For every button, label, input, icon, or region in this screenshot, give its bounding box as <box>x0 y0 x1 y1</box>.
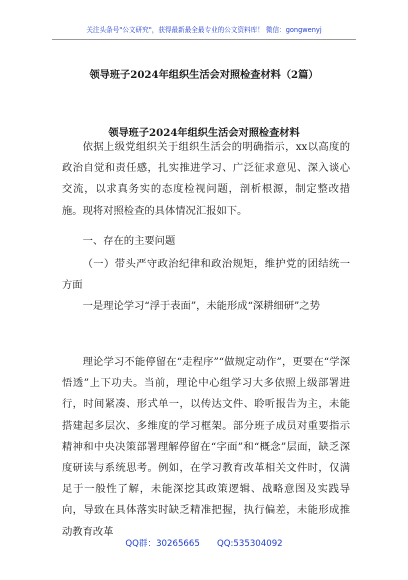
paragraph-theory-detail: 理论学习不能停留在“走程序”“做规定动作”，更要在“学深悟透”上下功夫。当前，理论中心组学习大多依照上级部署进行，时间紧凑、形式单一，以传达文件、聆听报告为主，未能搭建起多层次、多维度的学习框架。部分班子成员对重要指示精神和中央决策部署理解停留在“字面”和“概念”层面，缺乏深度研读与系统思考。例如，在学习教育改革相关文件时，仅满足于一般性了解，未能深挖其政策逻辑、战略意图及实践导向，导致在具体落实时缺乏精准把握，执行偏差，未能形成推动教育改革 <box>62 356 350 538</box>
footer-contact: QQ群：30265665 QQ:535304092 <box>125 539 283 549</box>
header-divider <box>52 39 356 40</box>
article-title: 领导班子2024年组织生活会对照检查材料 <box>108 127 300 139</box>
document-title: 领导班子2024年组织生活会对照检查材料（2篇） <box>89 69 319 81</box>
heading-main-problems: 一、存在的主要问题 <box>82 235 176 247</box>
paragraph-intro: 依据上级党组织关于组织生活会的明确指示，xx以高度的政治自觉和责任感，扎实推进学习、广泛征求意见、深入谈心交流，以求真务实的态度检视问题，剖析根源，制定整改措施。现将对照检查的具体情况汇报如下。 <box>62 141 350 217</box>
header-note: 关注头条号"公文研究"，获得最新最全最专业的公文资料库！ 微信：gongwenyj <box>86 26 322 34</box>
subheading-political-discipline: （一）带头严守政治纪律和政治规矩，维护党的团结统一方面 <box>62 258 350 292</box>
point-theory-study: 一是理论学习“浮于表面”，未能形成“深耕细研”之势 <box>82 300 320 312</box>
